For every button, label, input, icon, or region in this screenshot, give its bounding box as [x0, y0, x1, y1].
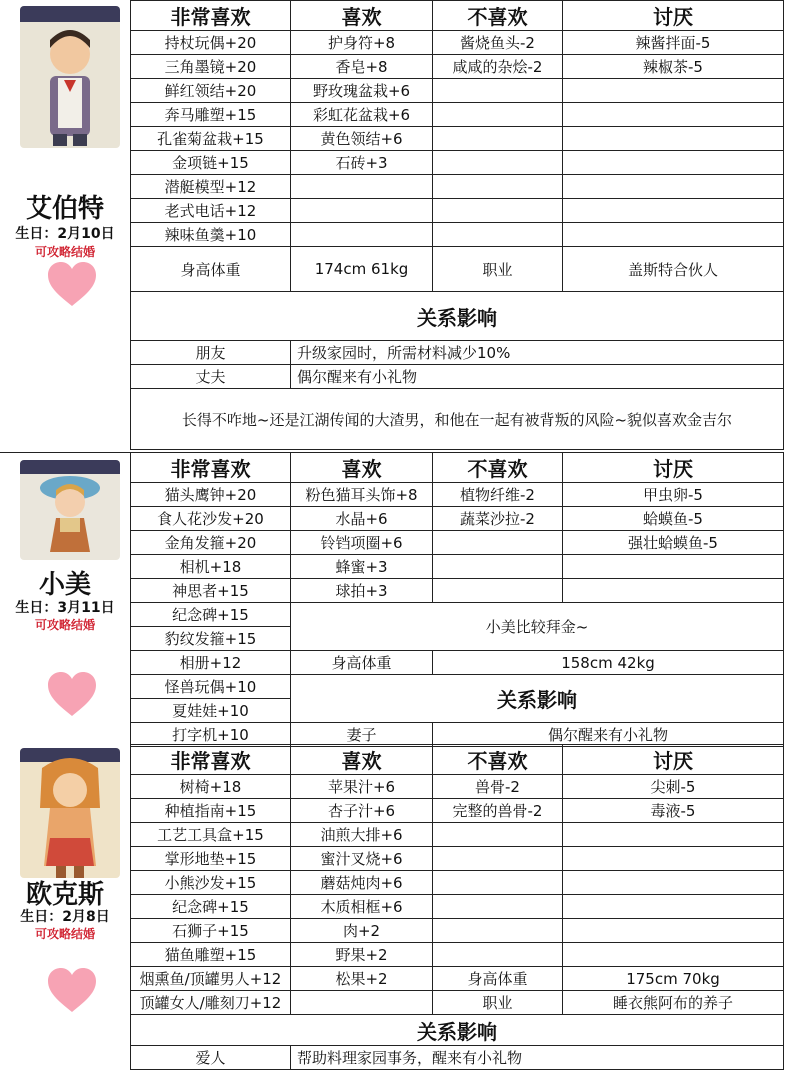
- relation-row: [131, 365, 784, 389]
- stats-row: [131, 967, 784, 991]
- character-card-oaks: [0, 744, 800, 1067]
- very-like-item: 金项链+15: [131, 151, 291, 175]
- like-item: 石砖+3: [291, 151, 433, 175]
- hate-item: 甲虫卵-5: [563, 483, 784, 507]
- table-row: [131, 823, 784, 847]
- character-card-albert: [0, 0, 800, 452]
- table-row: [131, 895, 784, 919]
- like-item: 蘑菇炖肉+6: [291, 871, 433, 895]
- header-like: 喜欢: [291, 745, 433, 775]
- very-like-item: 奔马雕塑+15: [131, 103, 291, 127]
- relation-effect: 帮助料理家园事务，醒来有小礼物: [291, 1046, 784, 1070]
- job-label: 职业: [433, 991, 563, 1015]
- table-row: [131, 507, 784, 531]
- dislike-item: 完整的兽骨-2: [433, 799, 563, 823]
- very-like-item: 树椅+18: [131, 775, 291, 799]
- very-like-item: 持杖玩偶+20: [131, 31, 291, 55]
- like-item: 野玫瑰盆栽+6: [291, 79, 433, 103]
- job-value: 盖斯特合伙人: [563, 247, 784, 292]
- table-row: [131, 775, 784, 799]
- very-like-item: 老式电话+12: [131, 199, 291, 223]
- relation-effect: 偶尔醒来有小礼物: [433, 723, 784, 747]
- profile-column: [0, 744, 130, 1067]
- hate-item: 辣酱拌面-5: [563, 31, 784, 55]
- header-dislike: 不喜欢: [433, 1, 563, 31]
- table-row: [131, 531, 784, 555]
- like-item: 护身符+8: [291, 31, 433, 55]
- table-row: [131, 675, 784, 699]
- very-like-item: 工艺工具盒+15: [131, 823, 291, 847]
- like-item: 水晶+6: [291, 507, 433, 531]
- relation-row: [131, 723, 784, 747]
- very-like-item: 纪念碑+15: [131, 603, 291, 627]
- very-like-item: 神思者+15: [131, 579, 291, 603]
- marriage-status: 可攻略结婚: [34, 927, 95, 941]
- header-hate: 讨厌: [563, 1, 784, 31]
- relation-heading: 关系影响: [291, 675, 784, 723]
- relation-effect: 偶尔醒来有小礼物: [291, 365, 784, 389]
- like-item: 蜜汁叉烧+6: [291, 847, 433, 871]
- job-value: 睡衣熊阿布的养子: [563, 991, 784, 1015]
- like-item: 肉+2: [291, 919, 433, 943]
- table-row: [131, 223, 784, 247]
- dislike-item: 酱烧鱼头-2: [433, 31, 563, 55]
- character-name: 艾伯特: [25, 194, 104, 224]
- marriage-status: 可攻略结婚: [34, 618, 95, 632]
- table-row: [131, 31, 784, 55]
- very-like-item: 掌形地垫+15: [131, 847, 291, 871]
- stats-row: [131, 247, 784, 292]
- hate-item: 蛤蟆鱼-5: [563, 507, 784, 531]
- table-row: [131, 199, 784, 223]
- header-hate: 讨厌: [563, 745, 784, 775]
- like-item: 香皂+8: [291, 55, 433, 79]
- height-weight-value: 158cm 42kg: [433, 651, 784, 675]
- relation-effect: 升级家园时，所需材料减少10%: [291, 341, 784, 365]
- height-weight-value: 175cm 70kg: [563, 967, 784, 991]
- table-row: [131, 55, 784, 79]
- character-card-xiaomei: [0, 452, 800, 744]
- character-portrait: [20, 6, 120, 148]
- like-item: 杏子汁+6: [291, 799, 433, 823]
- height-weight-label: 身高体重: [131, 247, 291, 292]
- table-row: [131, 603, 784, 627]
- dislike-item: 植物纤维-2: [433, 483, 563, 507]
- profile-column: [0, 0, 130, 452]
- profile-column: [0, 452, 130, 744]
- table-row: [131, 555, 784, 579]
- table-row: [131, 483, 784, 507]
- relation-role: 妻子: [291, 723, 433, 747]
- very-like-item: 豹纹发箍+15: [131, 627, 291, 651]
- height-weight-label: 身高体重: [433, 967, 563, 991]
- like-item: 苹果汁+6: [291, 775, 433, 799]
- character-birthday: 生日：2月8日: [20, 909, 110, 925]
- very-like-item: 夏娃娃+10: [131, 699, 291, 723]
- like-item: 粉色猫耳头饰+8: [291, 483, 433, 507]
- marriage-status: 可攻略结婚: [34, 245, 95, 259]
- like-item: 铃铛项圈+6: [291, 531, 433, 555]
- very-like-item: 打字机+10: [131, 723, 291, 747]
- character-portrait: [20, 748, 120, 878]
- table-row: [131, 799, 784, 823]
- very-like-item: 猫鱼雕塑+15: [131, 943, 291, 967]
- stats-row: [131, 651, 784, 675]
- dislike-item: 咸咸的杂烩-2: [433, 55, 563, 79]
- like-item: 黄色领结+6: [291, 127, 433, 151]
- like-item: 松果+2: [291, 967, 433, 991]
- preference-table: [130, 744, 784, 1070]
- dislike-item: 兽骨-2: [433, 775, 563, 799]
- height-weight-value: 174cm 61kg: [291, 247, 433, 292]
- very-like-item: 怪兽玩偶+10: [131, 675, 291, 699]
- like-item: 蜂蜜+3: [291, 555, 433, 579]
- heart-icon: [47, 262, 97, 308]
- table-row: [131, 79, 784, 103]
- table-row: [131, 579, 784, 603]
- header-like: 喜欢: [291, 453, 433, 483]
- relation-heading: 关系影响: [131, 1015, 784, 1046]
- header-dislike: 不喜欢: [433, 745, 563, 775]
- very-like-item: 辣味鱼羹+10: [131, 223, 291, 247]
- very-like-item: 种植指南+15: [131, 799, 291, 823]
- header-hate: 讨厌: [563, 453, 784, 483]
- header-very-like: 非常喜欢: [131, 453, 291, 483]
- like-item: 野果+2: [291, 943, 433, 967]
- table-row: [131, 943, 784, 967]
- character-note: 长得不咋地~还是江湖传闻的大渣男，和他在一起有被背叛的风险~貌似喜欢金吉尔: [131, 389, 784, 450]
- relation-role: 爱人: [131, 1046, 291, 1070]
- header-dislike: 不喜欢: [433, 453, 563, 483]
- very-like-item: 纪念碑+15: [131, 895, 291, 919]
- very-like-item: 金角发箍+20: [131, 531, 291, 555]
- character-name: 小美: [38, 570, 91, 600]
- heart-icon: [47, 968, 97, 1014]
- relation-heading: 关系影响: [131, 292, 784, 341]
- very-like-item: 潜艇模型+12: [131, 175, 291, 199]
- very-like-item: 食人花沙发+20: [131, 507, 291, 531]
- preference-table: [130, 452, 784, 747]
- table-row: [131, 103, 784, 127]
- very-like-item: 相册+12: [131, 651, 291, 675]
- very-like-item: 石狮子+15: [131, 919, 291, 943]
- like-item: 油煎大排+6: [291, 823, 433, 847]
- heart-icon: [47, 672, 97, 718]
- table-row: [131, 919, 784, 943]
- character-name: 欧克斯: [25, 880, 104, 910]
- very-like-item: 三角墨镜+20: [131, 55, 291, 79]
- like-item: 木质相框+6: [291, 895, 433, 919]
- hate-item: 辣椒茶-5: [563, 55, 784, 79]
- job-label: 职业: [433, 247, 563, 292]
- very-like-item: 孔雀菊盆栽+15: [131, 127, 291, 151]
- character-note: 小美比较拜金~: [291, 603, 784, 651]
- very-like-item: 小熊沙发+15: [131, 871, 291, 895]
- height-weight-label: 身高体重: [291, 651, 433, 675]
- table-row: [131, 151, 784, 175]
- header-like: 喜欢: [291, 1, 433, 31]
- relation-row: [131, 1046, 784, 1070]
- table-row: [131, 871, 784, 895]
- table-row: [131, 175, 784, 199]
- character-portrait: [20, 460, 120, 560]
- character-birthday: 生日：3月11日: [15, 600, 115, 616]
- table-row: [131, 847, 784, 871]
- very-like-item: 猫头鹰钟+20: [131, 483, 291, 507]
- hate-item: 强壮蛤蟆鱼-5: [563, 531, 784, 555]
- like-item: 球拍+3: [291, 579, 433, 603]
- preference-table: [130, 0, 784, 450]
- very-like-item: 顶罐女人/雕刻刀+12: [131, 991, 291, 1015]
- table-row: [131, 127, 784, 151]
- hate-item: 毒液-5: [563, 799, 784, 823]
- relation-role: 朋友: [131, 341, 291, 365]
- stats-row: [131, 991, 784, 1015]
- very-like-item: 鲜红领结+20: [131, 79, 291, 103]
- header-very-like: 非常喜欢: [131, 1, 291, 31]
- relation-role: 丈夫: [131, 365, 291, 389]
- hate-item: 尖刺-5: [563, 775, 784, 799]
- header-very-like: 非常喜欢: [131, 745, 291, 775]
- dislike-item: 蔬菜沙拉-2: [433, 507, 563, 531]
- like-item: 彩虹花盆栽+6: [291, 103, 433, 127]
- very-like-item: 相机+18: [131, 555, 291, 579]
- relation-row: [131, 341, 784, 365]
- character-birthday: 生日：2月10日: [15, 226, 115, 242]
- very-like-item: 烟熏鱼/顶罐男人+12: [131, 967, 291, 991]
